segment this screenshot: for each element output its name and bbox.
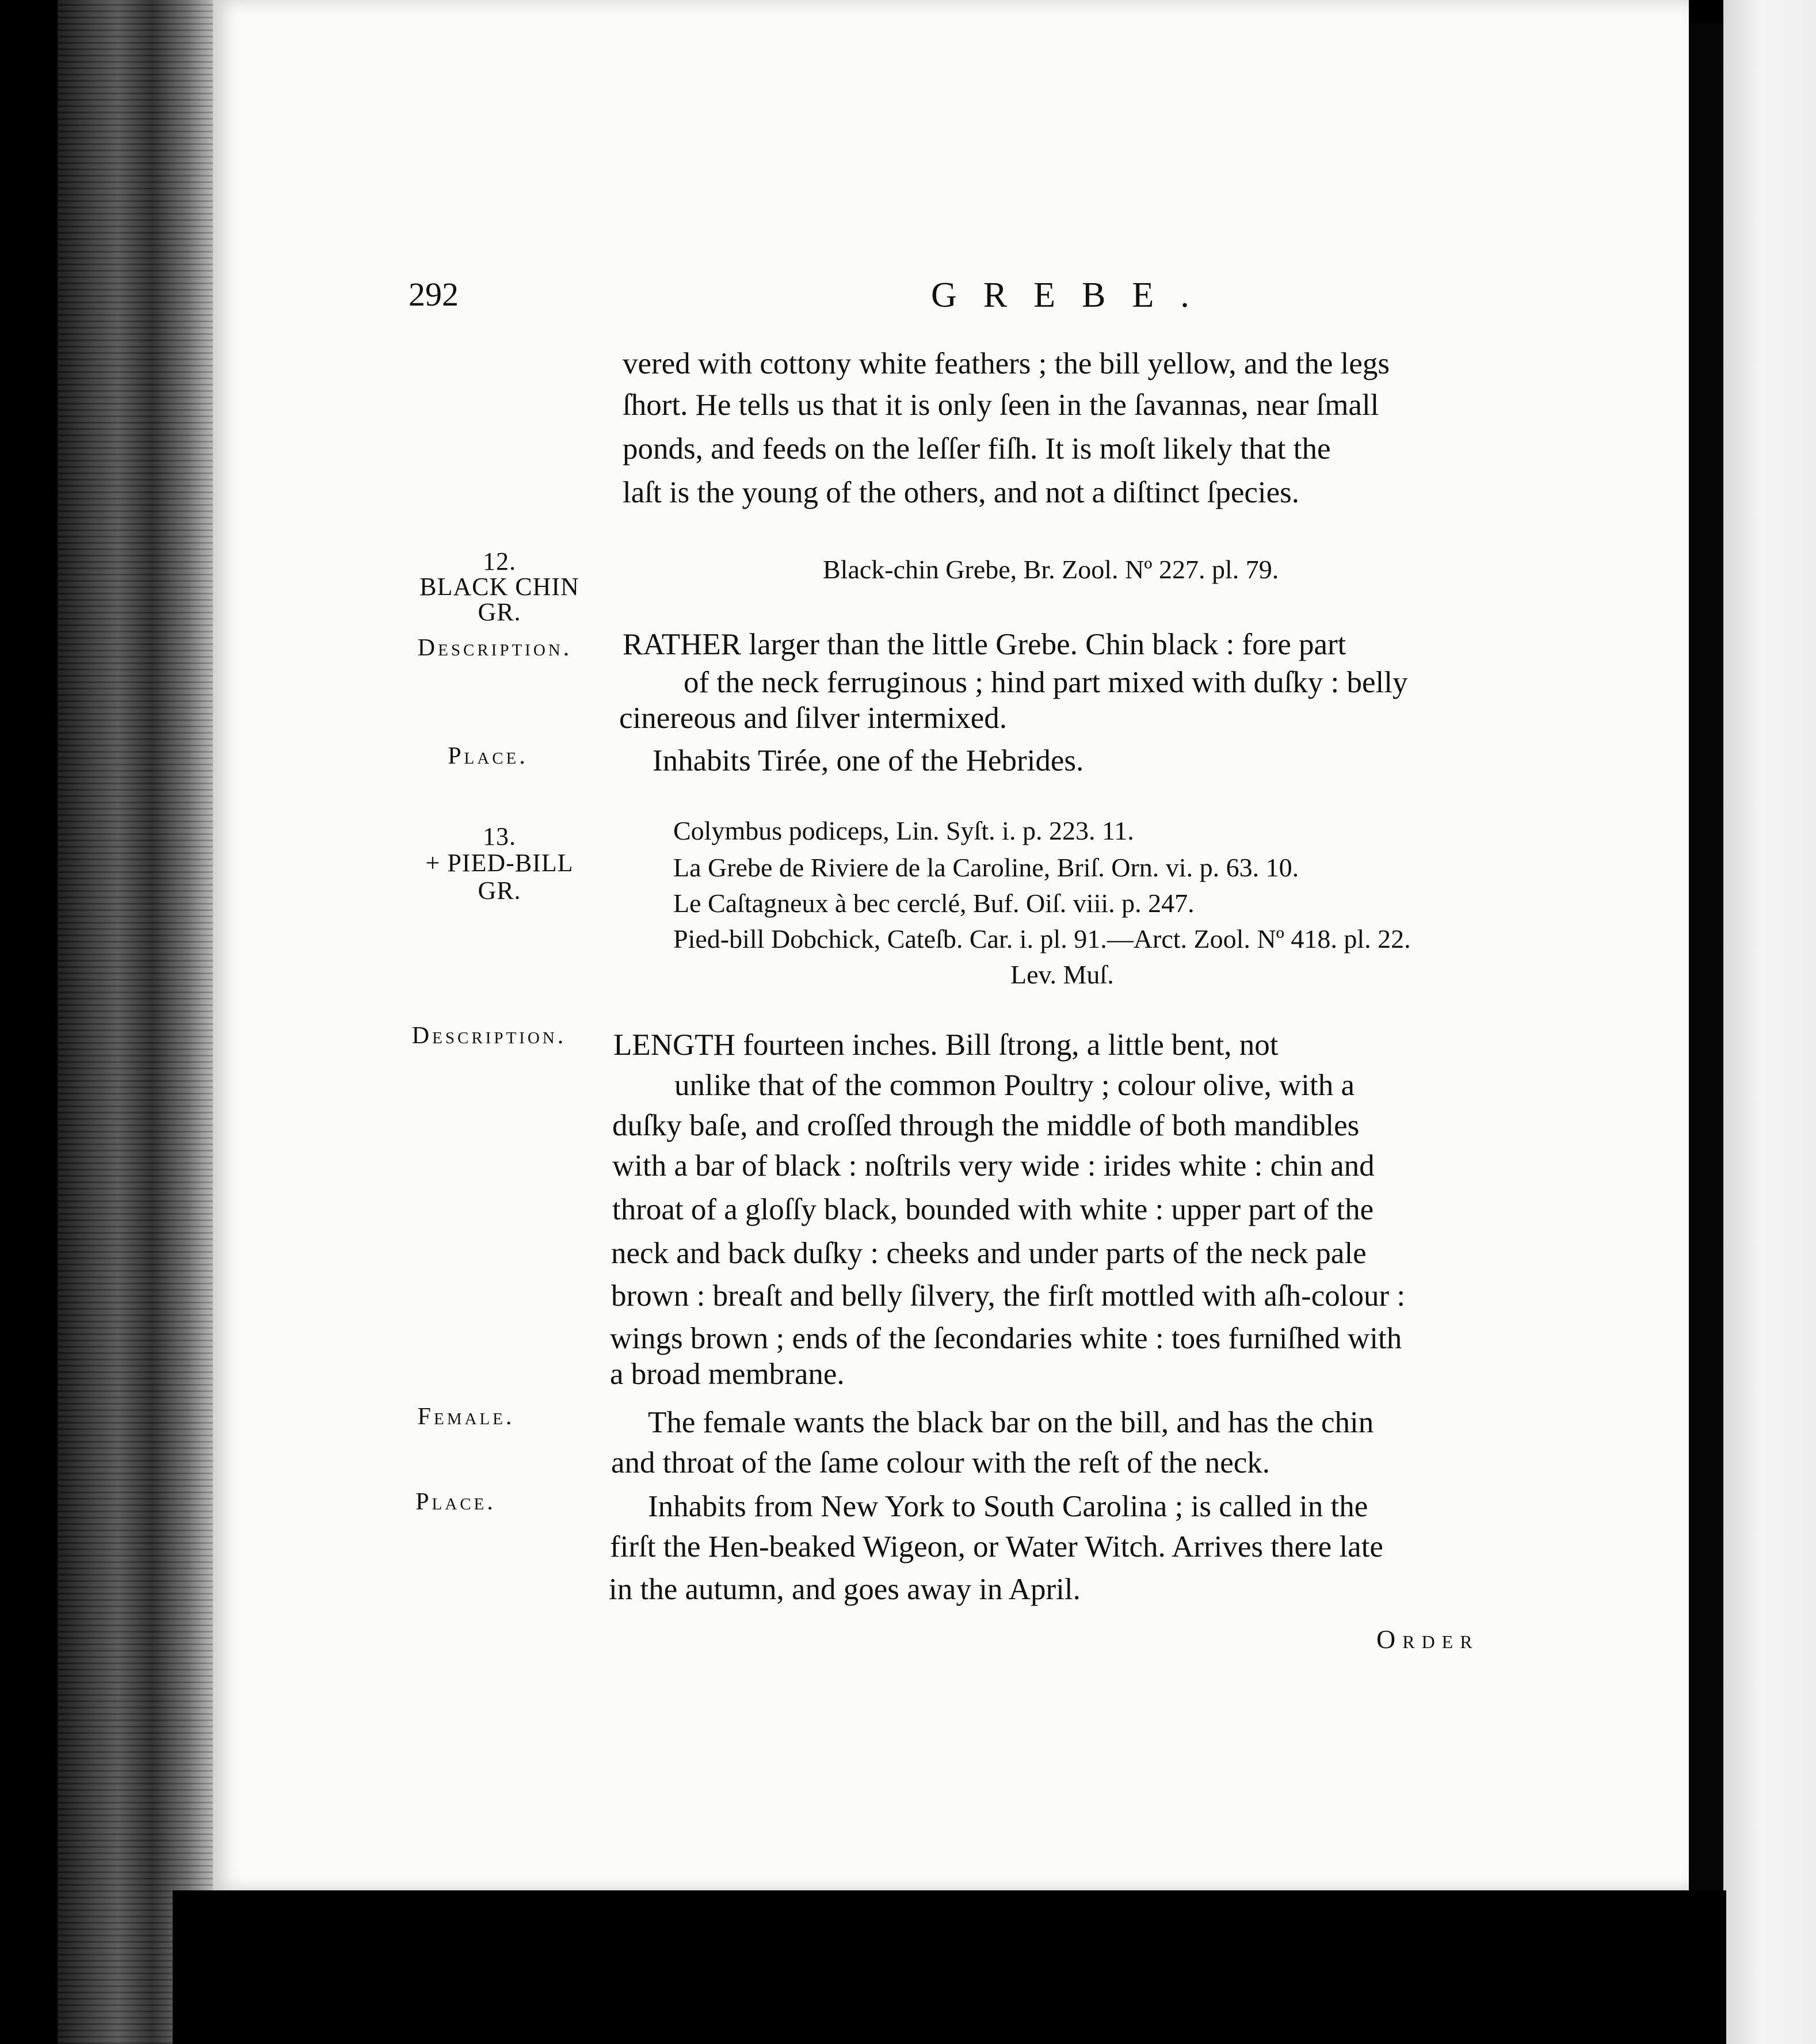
description-line: a broad membrane. xyxy=(610,1357,845,1391)
place-label: Place. xyxy=(448,743,528,769)
book-binding-gutter xyxy=(58,0,230,2044)
synonym-line: Le Caſtagneux à bec cerclé, Buf. Oiſ. viii. p. 247. xyxy=(673,888,1195,918)
female-line: The female wants the black bar on the bill, and has the chin xyxy=(648,1406,1374,1439)
description-line: brown : breaſt and belly ſilvery, the firſt mottled with aſh-colour : xyxy=(611,1279,1406,1313)
place-text: Inhabits Tirée, one of the Hebrides. xyxy=(653,744,1084,777)
species-name-abbr: GR. xyxy=(478,876,521,905)
description-line: LENGTH fourteen inches. Bill ſtrong, a little bent, not xyxy=(613,1028,1279,1062)
species-name: + PIED-BILL xyxy=(425,849,574,877)
species-name-abbr: GR. xyxy=(478,598,521,626)
female-label: Female. xyxy=(417,1404,515,1430)
synonym-line: Black-chin Grebe, Br. Zool. Nº 227. pl. 79. xyxy=(823,555,1279,584)
description-line: with a bar of black : noſtrils very wide : irides white : chin and xyxy=(612,1149,1375,1183)
synonym-line: Lev. Muſ. xyxy=(1010,960,1114,989)
description-line: throat of a gloſſy black, bounded with white : upper part of the xyxy=(612,1193,1374,1226)
description-line: RATHER larger than the little Grebe. Chin black : fore part xyxy=(623,628,1346,661)
place-line: Inhabits from New York to South Carolina ; is called in the xyxy=(648,1490,1368,1523)
body-line: laſt is the young of the others, and not a diſtinct ſpecies. xyxy=(623,476,1300,509)
body-line: ponds, and feeds on the leſſer fiſh. It is moſt likely that the xyxy=(623,432,1331,466)
facing-page-edge xyxy=(1723,0,1816,2044)
description-label: Description. xyxy=(411,1023,567,1049)
place-line: in the autumn, and goes away in April. xyxy=(609,1573,1081,1606)
entry-number: 12. xyxy=(483,547,516,575)
description-line: neck and back duſky : cheeks and under parts of the neck pale xyxy=(611,1237,1367,1270)
catchword: Order xyxy=(1376,1624,1479,1654)
page-edge-shadow xyxy=(1689,23,1723,2008)
entry-number: 13. xyxy=(483,822,516,851)
page-number: 292 xyxy=(409,276,459,313)
species-name: BLACK CHIN xyxy=(419,573,579,601)
bottom-shadow xyxy=(173,1890,1726,2044)
description-line: cinereous and ſilver intermixed. xyxy=(619,701,1008,735)
body-line: vered with cottony white feathers ; the bill yellow, and the legs xyxy=(623,347,1390,380)
description-line: wings brown ; ends of the ſecondaries white : toes furniſhed with xyxy=(610,1322,1402,1355)
synonym-line: La Grebe de Riviere de la Caroline, Briſ. Orn. vi. p. 63. 10. xyxy=(673,853,1299,882)
description-line: duſky baſe, and croſſed through the middle of both mandibles xyxy=(612,1109,1360,1142)
female-line: and throat of the ſame colour with the reſt of the neck. xyxy=(611,1446,1270,1479)
place-line: firſt the Hen-beaked Wigeon, or Water Witch. Arrives there late xyxy=(610,1530,1383,1563)
description-line: of the neck ferruginous ; hind part mixed with duſky : belly xyxy=(684,666,1408,699)
synonym-line: Colymbus podiceps, Lin. Syſt. i. p. 223. 11. xyxy=(673,816,1134,845)
body-line: ſhort. He tells us that it is only ſeen in the ſavannas, near ſmall xyxy=(623,388,1379,422)
synonym-line: Pied-bill Dobchick, Cateſb. Car. i. pl. 91.—Arct. Zool. Nº 418. pl. 22. xyxy=(673,924,1411,954)
description-line: unlike that of the common Poultry ; colour olive, with a xyxy=(674,1069,1355,1102)
place-label: Place. xyxy=(415,1489,496,1515)
running-title: GREBE. xyxy=(931,276,1216,315)
description-label: Description. xyxy=(417,635,573,661)
